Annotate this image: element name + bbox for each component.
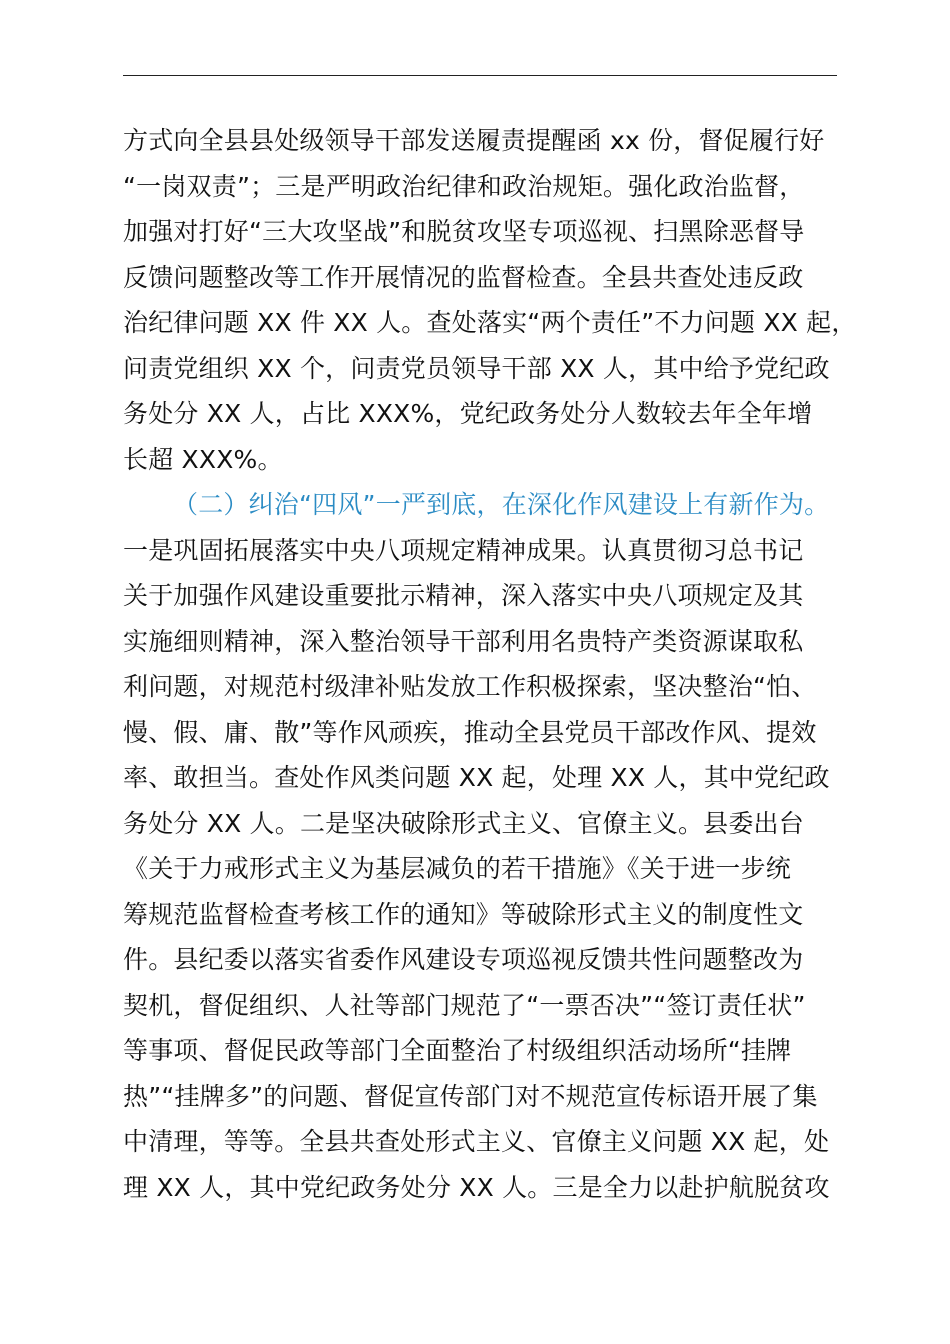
text-line: 一是巩固拓展落实中央八项规定精神成果。认真贯彻习总书记 (123, 535, 804, 565)
text-line: 率、敢担当。查处作风类问题 XX 起，处理 XX 人，其中党纪政 (123, 763, 830, 792)
text-line: 利问题，对规范村级津补贴发放工作积极探索，坚决整治“怕、 (123, 672, 817, 701)
text-line: 关于加强作风建设重要批示精神，深入落实中央八项规定及其 (123, 581, 804, 610)
text-line: 务处分 XX 人。二是坚决破除形式主义、官僚主义。县委出台 (123, 808, 804, 838)
text-line: 中清理，等等。全县共查处形式主义、官僚主义问题 XX 起，处 (123, 1127, 830, 1156)
text-line: 治纪律问题 XX 件 XX 人。查处落实“两个责任”不力问题 XX 起， (123, 308, 857, 337)
text-line: 反馈问题整改等工作开展情况的监督检查。全县共查处违反政 (123, 262, 804, 292)
text-line: 筹规范监督检查考核工作的通知》等破除形式主义的制度性文 (123, 899, 804, 929)
text-line: 实施细则精神，深入整治领导干部利用名贵特产类资源谋取私 (123, 626, 804, 656)
text-line: 慢、假、庸、散”等作风顽疾，推动全县党员干部改作风、提效 (123, 717, 817, 747)
text-line: 热”“挂牌多”的问题、督促宣传部门对不规范宣传标语开展了集 (123, 1081, 818, 1111)
text-line: 《关于力戒形式主义为基层减负的若干措施》《关于进一步统 (123, 854, 791, 883)
section-heading: （二）纠治“四风”一严到底，在深化作风建设上有新作为。 (173, 490, 830, 519)
text-line: 长超 XXX%。 (123, 444, 283, 474)
text-line: 理 XX 人，其中党纪政务处分 XX 人。三是全力以赴护航脱贫攻 (123, 1172, 830, 1202)
text-line: 件。县纪委以落实省委作风建设专项巡视反馈共性问题整改为 (123, 945, 804, 974)
text-line: 等事项、督促民政等部门全面整治了村级组织活动场所“挂牌 (123, 1036, 792, 1065)
text-line: 加强对打好“三大攻坚战”和脱贫攻坚专项巡视、扫黑除恶督导 (123, 217, 805, 246)
text-line: 契机，督促组织、人社等部门规范了“一票否决”“签订责任状” (123, 990, 806, 1020)
text-line: 方式向全县县处级领导干部发送履责提醒函 xx 份，督促履行好 (123, 126, 825, 155)
text-line: 务处分 XX 人，占比 XXX%，党纪政务处分人数较去年全年增 (123, 399, 813, 428)
text-line: “一岗双责”；三是严明政治纪律和政治规矩。强化政治监督， (123, 171, 805, 201)
header-rule (123, 75, 837, 76)
text-line: 问责党组织 XX 个，问责党员领导干部 XX 人，其中给予党纪政 (123, 353, 830, 383)
document-body (123, 118, 863, 1210)
